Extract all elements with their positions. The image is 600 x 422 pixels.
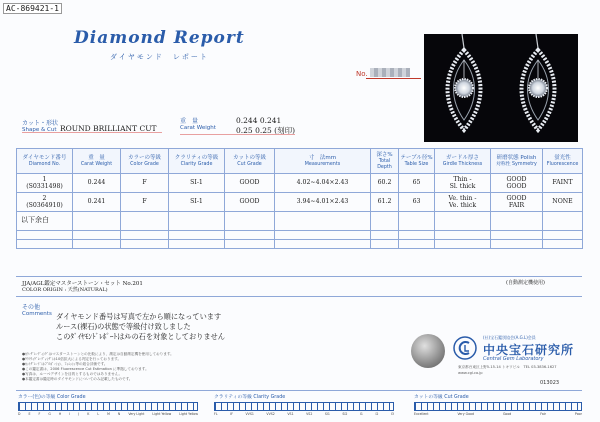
cut-grade-scale bbox=[414, 393, 582, 419]
table-row-blank bbox=[17, 240, 583, 249]
clarity-scale-marks: FL IF VVS1 VVS2 VS1 VS2 SI1 SI2 I1 I2 I3 bbox=[214, 412, 394, 416]
fine-print-line: ●ｸﾗﾘﾃｨｸﾞﾚｰﾃﾞｨﾝｸﾞは10倍拡大による判定を行っております。 bbox=[22, 357, 122, 361]
comment-line: ルース(裸石)の状態で等級付け致しました bbox=[56, 322, 191, 331]
cell-depth: 61.2 bbox=[371, 193, 399, 212]
cell-empty bbox=[225, 212, 275, 231]
header-diamond-no: ダイヤモンド番号 Diamond No. bbox=[17, 149, 73, 174]
cell-empty bbox=[399, 231, 435, 240]
comment-line: ダイヤモンド番号は写真で左から順になっています bbox=[56, 312, 222, 321]
cell-measurements: 4.02~4.04×2.43 bbox=[275, 174, 371, 193]
comments-label-jp: その他 bbox=[22, 304, 41, 311]
table-row-blank bbox=[17, 231, 583, 240]
cell-polish-symmetry: GOOD GOOD bbox=[491, 174, 543, 193]
cell-empty bbox=[371, 240, 399, 249]
fine-print-notes bbox=[22, 352, 392, 382]
cell-end-note: 以下余白 bbox=[17, 212, 73, 231]
cell-empty bbox=[435, 212, 491, 231]
cell-empty bbox=[17, 240, 73, 249]
cell-weight: 0.244 bbox=[73, 174, 121, 193]
certificate-id: AC-869421-1 bbox=[3, 3, 62, 14]
cell-empty bbox=[275, 212, 371, 231]
header-measurements: 寸 法mm Measurements bbox=[275, 149, 371, 174]
cell-empty bbox=[121, 212, 169, 231]
fine-print-line: ●写真は、ルーペデザインを目的とするものではありません。 bbox=[22, 372, 123, 376]
cut-scale-bar bbox=[414, 402, 582, 411]
header-cut-grade: カットの等級 Cut Grade bbox=[225, 149, 275, 174]
embossed-seal bbox=[411, 334, 445, 368]
cell-empty bbox=[225, 231, 275, 240]
fine-print-line: ●この鑑定書は、2006 Fluorescence Cut Estimation に準拠しております。 bbox=[22, 367, 149, 371]
weight-rule bbox=[180, 134, 295, 135]
clarity-scale-label: クラリティの等級 Clarity Grade bbox=[214, 395, 286, 400]
fine-print-line: ●本鑑定書は鑑定時のダイヤモンドについてのみ記載したものです。 bbox=[22, 377, 133, 381]
cell-empty bbox=[543, 231, 583, 240]
cell-depth: 60.2 bbox=[371, 174, 399, 193]
cell-color: F bbox=[121, 174, 169, 193]
header-polish-symmetry: 研磨状態 Polish 対称性 Symmetry bbox=[491, 149, 543, 174]
cell-empty bbox=[225, 240, 275, 249]
cell-weight: 0.241 bbox=[73, 193, 121, 212]
carat-weight-label bbox=[180, 116, 216, 131]
section-divider bbox=[16, 296, 582, 297]
section-divider bbox=[16, 390, 582, 391]
auto-measure-note: (自動測定機使用) bbox=[506, 280, 545, 286]
fine-print-line: ●ｶﾗｰｸﾞﾚｰﾃﾞｨﾝｸﾞはマスターストーンとの比較により、測定は自動測定機を使用しております。 bbox=[22, 352, 174, 356]
color-scale-bar bbox=[18, 402, 198, 411]
header-table-size: テーブル径% Table Size bbox=[399, 149, 435, 174]
fine-print-line: ●ｶｯﾄｸﾞﾚｰﾄﾞはﾌﾟﾛﾎﾟｰｼｮﾝ、ﾌｨﾆｯｼｭ等の総合評価です。 bbox=[22, 362, 108, 366]
diamond-grading-table bbox=[16, 148, 583, 249]
lab-address: 東京都台東区上野5-15-14 トキワビル TEL 03-3836-1627 bbox=[458, 365, 557, 369]
color-scale-marks: D E F G H I J K L M N Very Light Light Yellow Light Yellow bbox=[18, 412, 198, 416]
clarity-scale-bar bbox=[214, 402, 394, 411]
cell-table: 65 bbox=[399, 174, 435, 193]
weight-label-jp: 重 量 bbox=[180, 118, 199, 125]
color-grade-scale bbox=[18, 393, 198, 419]
header-clarity-grade: クラリティの等級 Clarity Grade bbox=[169, 149, 225, 174]
cell-girdle: Thin - Sl. thick bbox=[435, 174, 491, 193]
report-title: Diamond Report bbox=[74, 28, 245, 48]
cell-empty bbox=[169, 231, 225, 240]
cell-empty bbox=[543, 240, 583, 249]
cell-polish-symmetry: GOOD FAIR bbox=[491, 193, 543, 212]
cell-measurements: 3.94~4.01×2.43 bbox=[275, 193, 371, 212]
master-stone-set: JJA/AGL鑑定マスターストーン・セット No.201 bbox=[22, 281, 143, 287]
cut-scale-marks: Excellent Very Good Good Fair Poor bbox=[414, 412, 582, 416]
table-row bbox=[17, 174, 583, 193]
cell-empty bbox=[275, 240, 371, 249]
cell-cut: GOOD bbox=[225, 193, 275, 212]
cell-empty bbox=[121, 240, 169, 249]
cell-empty bbox=[371, 231, 399, 240]
carat-weight-stamped: 0.25 0.25 (刻印) bbox=[236, 126, 296, 135]
table-row bbox=[17, 193, 583, 212]
cell-color: F bbox=[121, 193, 169, 212]
cell-empty bbox=[17, 231, 73, 240]
cell-empty bbox=[169, 240, 225, 249]
document-code: 013023 bbox=[540, 380, 560, 386]
cell-fluorescence: NONE bbox=[543, 193, 583, 212]
cell-empty bbox=[371, 212, 399, 231]
weight-label-en: Carat Weight bbox=[180, 125, 216, 131]
cell-empty bbox=[73, 240, 121, 249]
cell-empty bbox=[121, 231, 169, 240]
lab-url: www.cgl.co.jp bbox=[458, 371, 483, 375]
carat-weight-values: 0.244 0.241 bbox=[236, 116, 282, 125]
clarity-grade-scale bbox=[214, 393, 394, 419]
earrings-illustration bbox=[424, 34, 578, 142]
left-earring bbox=[448, 34, 481, 130]
cell-empty bbox=[435, 240, 491, 249]
cell-fluorescence: FAINT bbox=[543, 174, 583, 193]
shape-label-en: Shape & Cut bbox=[22, 127, 57, 133]
cgl-logo-icon bbox=[453, 336, 477, 360]
header-color-grade: カラーの等級 Color Grade bbox=[121, 149, 169, 174]
cell-empty bbox=[73, 212, 121, 231]
report-number-redacted bbox=[370, 68, 410, 77]
cell-empty bbox=[543, 212, 583, 231]
cut-scale-label: カットの等級 Cut Grade bbox=[414, 395, 469, 400]
cell-empty bbox=[491, 240, 543, 249]
comments-label bbox=[22, 302, 52, 317]
cell-table: 63 bbox=[399, 193, 435, 212]
comments-label-en: Comments bbox=[22, 311, 52, 317]
color-scale-label: カラー(色)の等級 Color Grade bbox=[18, 395, 86, 400]
shape-cut-label bbox=[22, 118, 58, 133]
cell-empty bbox=[399, 240, 435, 249]
report-number-rule bbox=[366, 78, 421, 79]
header-total-depth: 深さ% Total Depth bbox=[371, 149, 399, 174]
report-number-label: No. bbox=[356, 70, 368, 78]
color-origin: COLOR ORIGIN : 天然(NATURAL) bbox=[22, 287, 108, 293]
cell-empty bbox=[169, 212, 225, 231]
table-header-row bbox=[17, 149, 583, 174]
lab-name-en: Central Gem Laboratory bbox=[483, 356, 544, 362]
comment-line: このﾀﾞｲﾔﾓﾝﾄﾞﾚﾎﾟｰﾄはﾒﾚの石を対象としておりません bbox=[56, 332, 225, 341]
earrings-photo bbox=[424, 34, 578, 142]
cell-empty bbox=[491, 212, 543, 231]
shape-cut-value: ROUND BRILLIANT CUT bbox=[60, 124, 157, 133]
cell-cut: GOOD bbox=[225, 174, 275, 193]
lab-name-jp: 中央宝石研究所 bbox=[483, 343, 575, 357]
cell-empty bbox=[435, 231, 491, 240]
cell-diamond-no: 1 (S0331498) bbox=[17, 174, 73, 193]
cell-clarity: SI-1 bbox=[169, 193, 225, 212]
cell-empty bbox=[73, 231, 121, 240]
cell-empty bbox=[491, 231, 543, 240]
cell-diamond-no: 2 (S0364910) bbox=[17, 193, 73, 212]
right-earring bbox=[522, 34, 555, 130]
table-row-end-note bbox=[17, 212, 583, 231]
shape-label-jp: カット・形状 bbox=[22, 120, 58, 127]
section-divider bbox=[16, 276, 582, 277]
cell-girdle: Ve. thin - Ve. thick bbox=[435, 193, 491, 212]
report-subtitle: ダイヤモンド レポート bbox=[110, 53, 209, 61]
cell-empty bbox=[275, 231, 371, 240]
lab-membership: (社)宝石鑑別協会(A.G.L)会員 bbox=[483, 335, 536, 340]
cell-clarity: SI-1 bbox=[169, 174, 225, 193]
header-girdle-thickness: ガードル厚さ Girdle Thickness bbox=[435, 149, 491, 174]
shape-rule bbox=[22, 132, 162, 133]
header-fluorescence: 蛍光性 Fluorescence bbox=[543, 149, 583, 174]
cell-empty bbox=[399, 212, 435, 231]
header-carat-weight: 重 量 Carat Weight bbox=[73, 149, 121, 174]
